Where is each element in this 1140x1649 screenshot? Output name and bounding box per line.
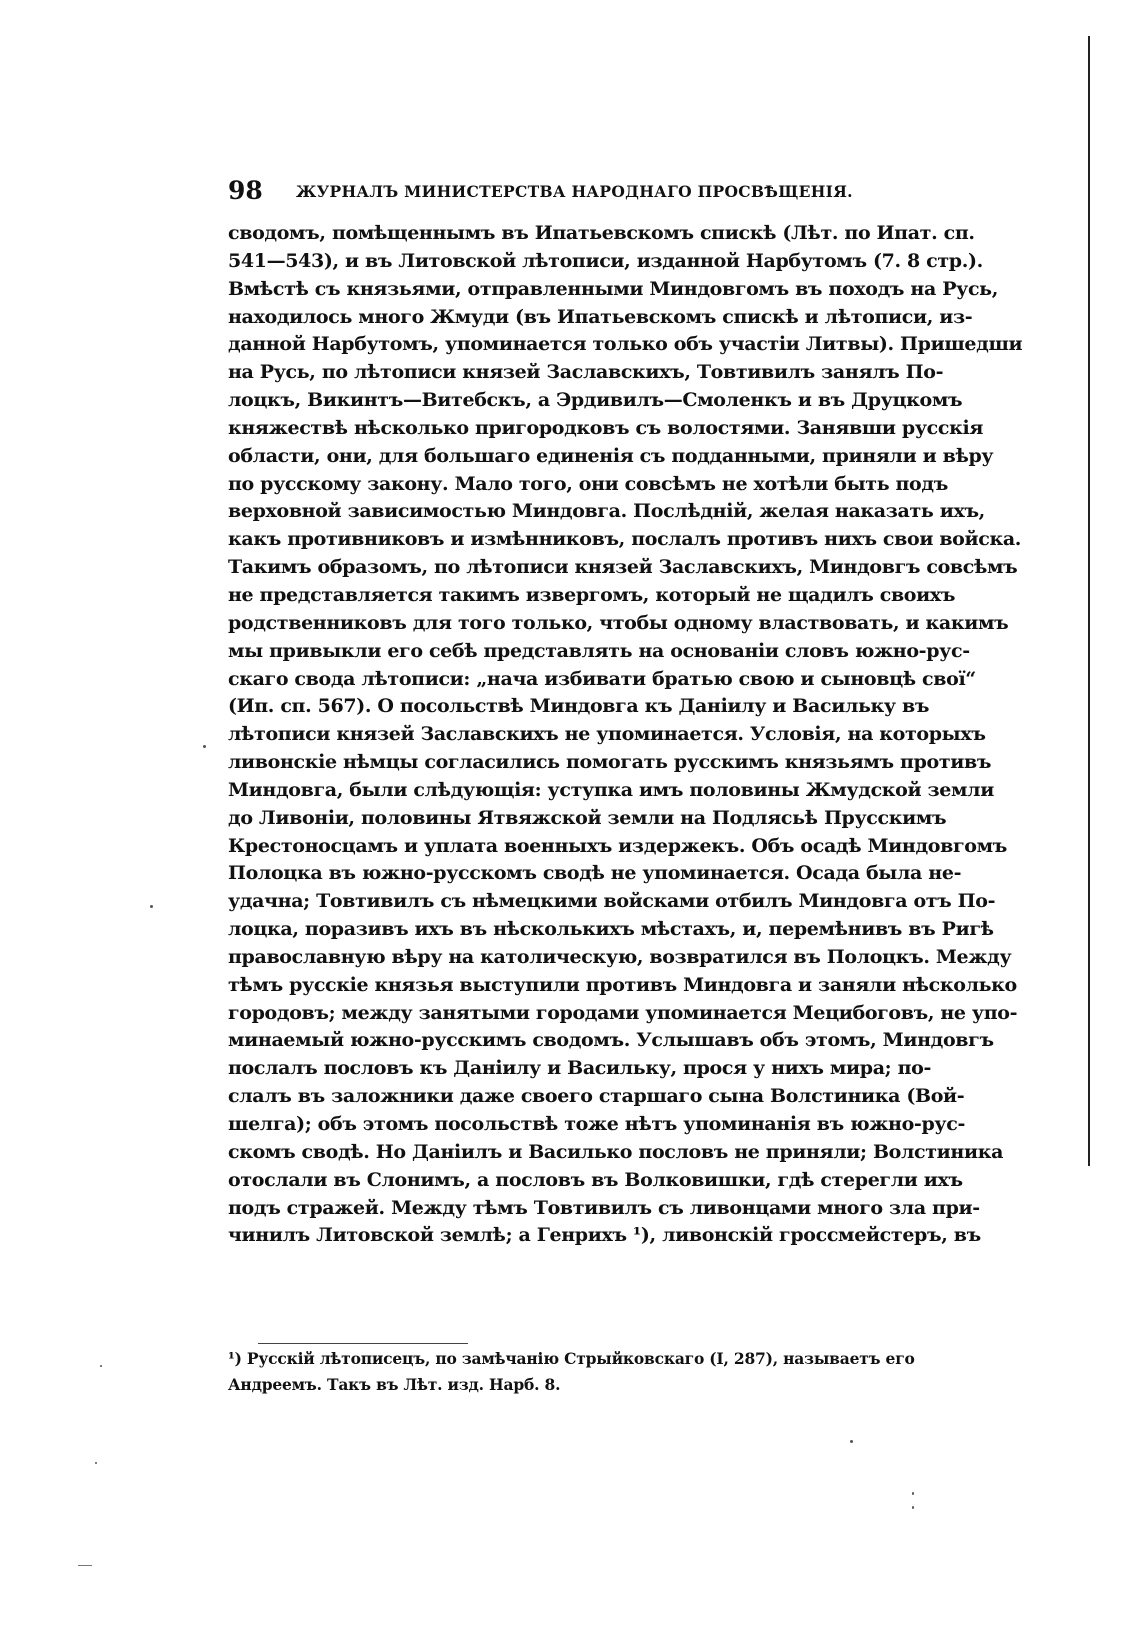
text-line: подъ стражей. Между тѣмъ Товтивилъ съ ливонцами много зла при- <box>228 1196 980 1219</box>
footnote <box>228 1346 915 1398</box>
scan-speck <box>95 1462 97 1464</box>
footnote-divider <box>258 1343 468 1344</box>
text-line: Миндовга, были слѣдующія: уступка имъ половины Жмудской земли <box>228 778 994 801</box>
footnote-line: Андреемъ. Такъ въ Лѣт. изд. Нарб. 8. <box>228 1375 561 1394</box>
text-line: по русскому закону. Мало того, они совсѣмъ не хотѣли быть подъ <box>228 472 948 495</box>
body-text <box>228 220 1023 1250</box>
text-line: лѣтописи князей Заславскихъ не упоминается. Условія, на которыхъ <box>228 723 986 746</box>
text-line: 541—543), и въ Литовской лѣтописи, изданной Нарбутомъ (7. 8 стр.). <box>228 249 983 272</box>
scan-speck <box>850 1440 853 1443</box>
text-line: не представляется такимъ извергомъ, который не щадилъ своихъ <box>228 583 956 606</box>
text-line: мы привыкли его себѣ представлять на основаніи словъ южно-рус- <box>228 639 970 662</box>
text-line: родственниковъ для того только, чтобы одному властвовать, и какимъ <box>228 611 1009 634</box>
text-line: тѣмъ русскіе князья выступили противъ Миндовга и заняли нѣсколько <box>228 973 1017 996</box>
text-line: княжествѣ нѣсколько пригородковъ съ волостями. Занявши русскія <box>228 416 984 439</box>
page-edge-line <box>1088 36 1090 1166</box>
text-line: какъ противниковъ и измѣнниковъ, послалъ противъ нихъ свои войска. <box>228 528 1022 551</box>
text-line: лоцкъ, Викинтъ—Витебскъ, а Эрдивилъ—Смоленкъ и въ Друцкомъ <box>228 389 963 412</box>
text-line: ливонскіе нѣмцы согласились помогать русскимъ князьямъ противъ <box>228 751 992 774</box>
footnote-line: ¹) Русскій лѣтописецъ, по замѣчанію Стрыйковскаго (I, 287), называетъ его <box>228 1349 915 1368</box>
text-line: слалъ въ заложники даже своего старшаго сына Волстиника (Вой- <box>228 1085 965 1108</box>
text-line: скаго свода лѣтописи: „нача избивати братью свою и сыновцѣ свої“ <box>228 667 976 690</box>
text-line: области, они, для большаго единенія съ подданными, приняли и вѣру <box>228 444 994 467</box>
text-line: отослали въ Слонимъ, а пословъ въ Волковишки, гдѣ стерегли ихъ <box>228 1168 963 1191</box>
text-line: на Русь, по лѣтописи князей Заславскихъ, Товтивилъ занялъ По- <box>228 361 944 384</box>
scan-speck <box>150 905 153 908</box>
text-line: лоцка, поразивъ ихъ въ нѣсколькихъ мѣстахъ, и, перемѣнивъ въ Ригѣ <box>228 918 994 941</box>
text-line: Такимъ образомъ, по лѣтописи князей Заславскихъ, Миндовгъ совсѣмъ <box>228 556 1018 579</box>
scan-speck <box>78 1565 92 1566</box>
text-line: чинилъ Литовской землѣ; а Генрихъ ¹), ливонскій гроссмейстеръ, въ <box>228 1224 981 1247</box>
text-line: минаемый южно-русскимъ сводомъ. Услышавъ объ этомъ, Миндовгъ <box>228 1029 994 1052</box>
running-head: ЖУРНАЛЪ МИНИСТЕРСТВА НАРОДНАГО ПРОСВѢЩЕНІЯ. <box>296 182 853 201</box>
page-header <box>228 176 884 206</box>
scan-speck <box>912 1506 914 1509</box>
scan-speck <box>203 745 206 748</box>
text-line: Полоцка въ южно-русскомъ сводѣ не упоминается. Осада была не- <box>228 862 962 885</box>
text-line: удачна; Товтивилъ съ нѣмецкими войсками отбилъ Миндовга отъ По- <box>228 890 996 913</box>
text-line: верховной зависимостью Миндовга. Послѣдній, желая наказать ихъ, <box>228 500 985 523</box>
text-line: до Ливоніи, половины Ятвяжской земли на Подлясьѣ Прусскимъ <box>228 806 947 829</box>
text-line: (Ип. сп. 567). О посольствѣ Миндовга къ Даніилу и Васильку въ <box>228 695 930 718</box>
scan-speck <box>100 1365 102 1367</box>
text-line: городовъ; между занятыми городами упоминается Мецибоговъ, не упо- <box>228 1001 1018 1024</box>
scan-speck <box>912 1492 914 1495</box>
page-number: 98 <box>228 176 263 205</box>
text-line: скомъ сводѣ. Но Даніилъ и Василько пословъ не приняли; Волстиника <box>228 1140 1004 1163</box>
text-line: шелга); объ этомъ посольствѣ тоже нѣтъ упоминанія въ южно-рус- <box>228 1113 965 1135</box>
text-line: Крестоносцамъ и уплата военныхъ издержекъ. Объ осадѣ Миндовгомъ <box>228 834 1007 857</box>
text-line: Вмѣстѣ съ князьями, отправленными Миндовгомъ въ походъ на Русь, <box>228 277 998 300</box>
text-line: находилось много Жмуди (въ Ипатьевскомъ спискѣ и лѣтописи, из- <box>228 305 973 328</box>
text-line: сводомъ, помѣщеннымъ въ Ипатьевскомъ спискѣ (Лѣт. по Ипат. сп. <box>228 222 975 244</box>
text-line: послалъ пословъ къ Даніилу и Васильку, прося у нихъ мира; по- <box>228 1057 932 1080</box>
text-line: православную вѣру на католическую, возвратился въ Полоцкъ. Между <box>228 945 1012 968</box>
text-line: данной Нарбутомъ, упоминается только объ участіи Литвы). Пришедши <box>228 333 1023 356</box>
